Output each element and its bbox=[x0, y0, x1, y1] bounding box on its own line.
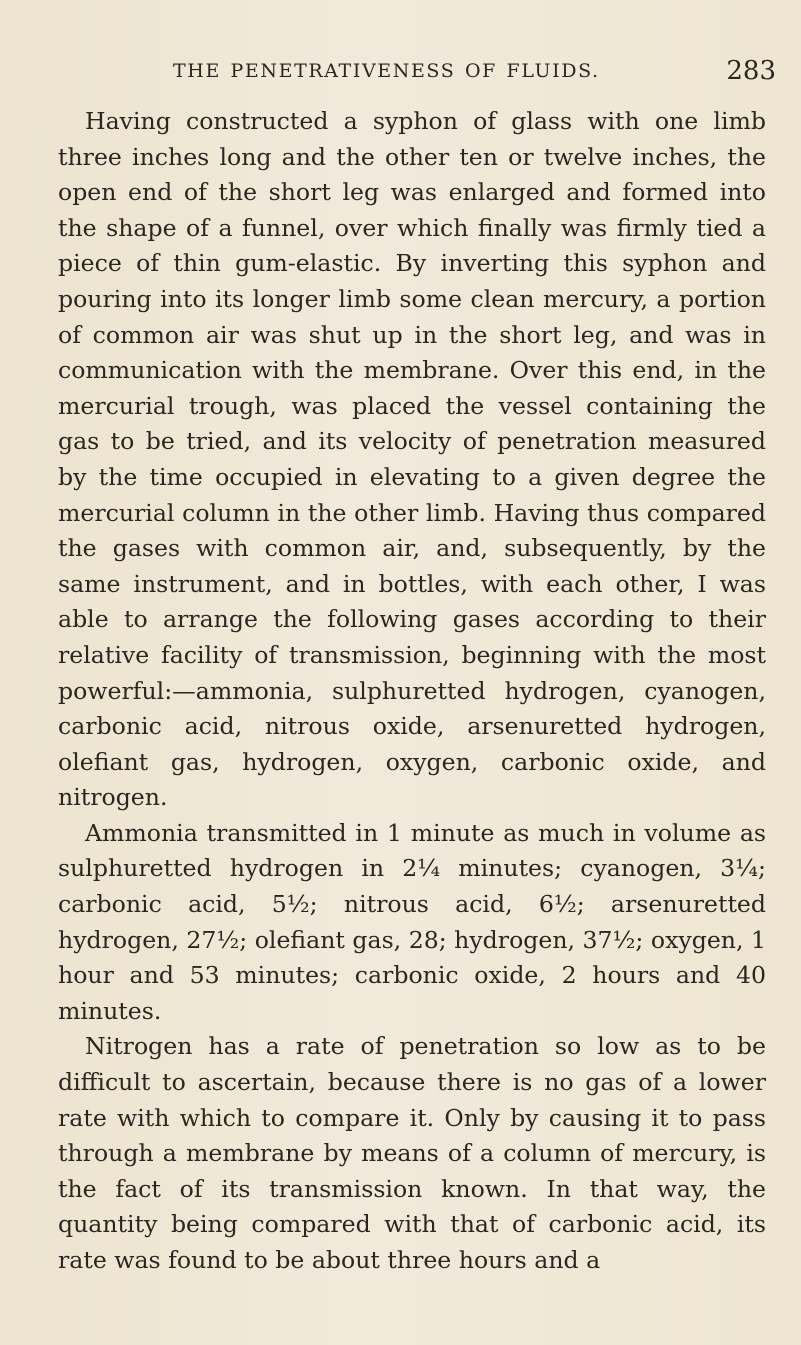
paragraph-nitrogen: Nitrogen has a rate of penetration so low as to be difficult to ascertain, because there is no gas of a lower rate with which to compare it. Only by causing it to pass through a membrane by means of a column of mercury, is the fact of its transmission known. In that way, the quantity being compared with that of carbonic acid, its rate was found to be about three hours and a bbox=[58, 1032, 766, 1274]
page-header bbox=[60, 56, 780, 96]
paragraph-syphon-experiment: Having constructed a syphon of glass with one limb three inches long and the other ten or twelve inches, the open end of the short leg was enlarged and formed into the shape of a funnel, over which finally was firmly tied a piece of thin gum-elastic. By inverting this syphon and pouring into its longer limb some clean mercury, a portion of common air was shut up in the short leg, and was in communication with the membrane. Over this end, in the mercurial trough, was placed the vessel containing the gas to be tried, and its velocity of penetration measured by the time occupied in elevating to a given degree the mercurial column in the other limb. Having thus compared the gases with common air, and, subsequently, by the same instrument, and in bottles, with each other, I was able to arrange the following gases according to their relative facility of transmission, beginning with the most powerful:—ammonia, sulphuretted hydrogen, cyanogen, carbonic acid, nitrous oxide, arsenuretted hydrogen, olefiant gas, hydrogen, oxygen, carbonic oxide, and nitrogen. bbox=[58, 107, 766, 812]
paragraph-transmission-rates: Ammonia transmitted in 1 minute as much in volume as sulphuretted hydrogen in 2¼ minutes; cyanogen, 3¼; carbonic acid, 5½; nitrous acid, 6½; arsenuretted hydrogen, 27½; olefiant gas, 28; hydrogen, 37½; oxygen, 1 hour and 53 minutes; carbonic oxide, 2 hours and 40 minutes. bbox=[58, 818, 766, 1025]
page-number: 283 bbox=[726, 56, 776, 86]
running-head: THE PENETRATIVENESS OF FLUIDS. bbox=[173, 60, 600, 82]
body-text bbox=[58, 104, 766, 1279]
